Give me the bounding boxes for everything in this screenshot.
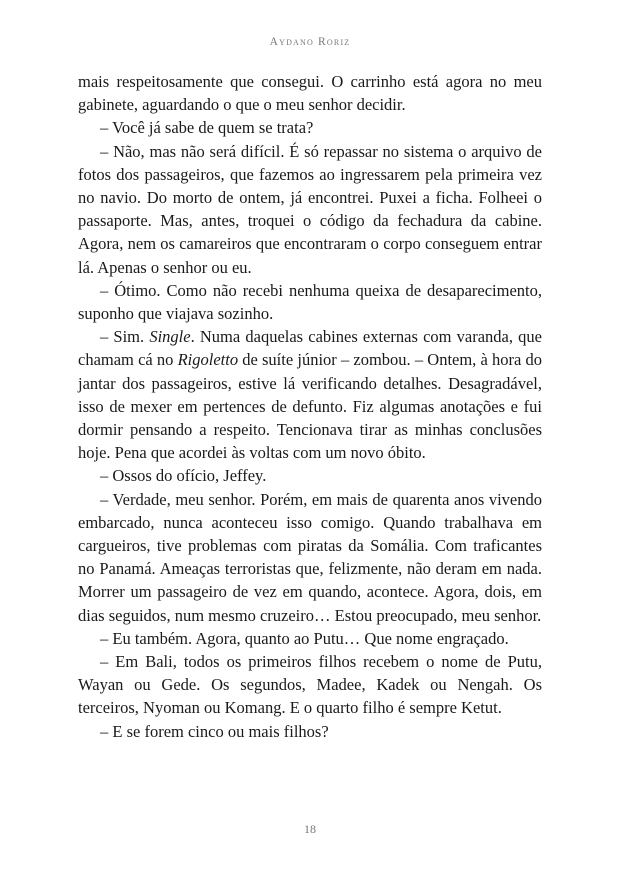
paragraph: – Ótimo. Como não recebi nenhuma queixa de desaparecimento, suponho que viajava sozinho. — [78, 280, 542, 324]
running-head: Aydano Roriz — [269, 36, 351, 48]
paragraph: – Você já sabe de quem se trata? — [100, 118, 314, 138]
text-run: de suíte júnior – zombou. – Ontem, à hora do jantar dos passageiros, estive lá verificando detalhes. Desagradável, isso de mexer em pertences de defunto. Fiz algumas anotações e fui dormir pensando a respeito. Tencionava tirar as minhas conclusões hoje. Pena que acordei às voltas com um novo óbito. — [78, 350, 542, 463]
paragraph: – Em Bali, todos os primeiros filhos recebem o nome de Putu, Wayan ou Gede. Os segundos, Madee, Kadek ou Nengah. Os terceiros, Nyoman ou Komang. E o quarto filho é sempre Ketut. — [78, 652, 542, 718]
paragraph: – E se forem cinco ou mais filhos? — [100, 721, 329, 741]
paragraph: – Eu também. Agora, quanto ao Putu… Que nome engraçado. — [100, 628, 509, 648]
page-number: 18 — [304, 822, 316, 836]
paragraph: – Não, mas não será difícil. É só repassar no sistema o arquivo de fotos dos passageiros, que fazemos ao ingressarem pela primeira vez no navio. Do morto de ontem, já encontrei. Puxei a ficha. Folheei o passaporte. Mas, antes, troquei o código da fechadura da cabine. Agora, nem os camareiros que encontraram o corpo conseguem entrar lá. Apenas o senhor ou eu. — [78, 141, 542, 277]
text-run: . Numa daquelas cabines externas com varanda, que chamam cá no — [78, 327, 542, 370]
paragraph: mais respeitosamente que consegui. O carrinho está agora no meu gabinete, aguardando o que o meu senhor decidir. — [78, 72, 542, 115]
text-run: – Sim. — [100, 327, 150, 347]
paragraph: – Ossos do ofício, Jeffey. — [100, 466, 267, 486]
paragraph: – Verdade, meu senhor. Porém, em mais de quarenta anos vivendo embarcado, nunca aconteceu isso comigo. Quando trabalhava em cargueiros, tive problemas com piratas da Somália. Com traficantes no Panamá. Ameaças terroristas que, felizmente, não deram em nada. Morrer um passageiro de vez em quando, acontece. Agora, dois, em dias seguidos, num mesmo cruzeiro… Estou preocupado, meu senhor. — [78, 489, 542, 625]
ship-name: Rigoletto — [177, 350, 239, 370]
paragraph — [78, 325, 542, 464]
italic-term: Single — [149, 327, 191, 347]
body-text — [78, 70, 542, 743]
